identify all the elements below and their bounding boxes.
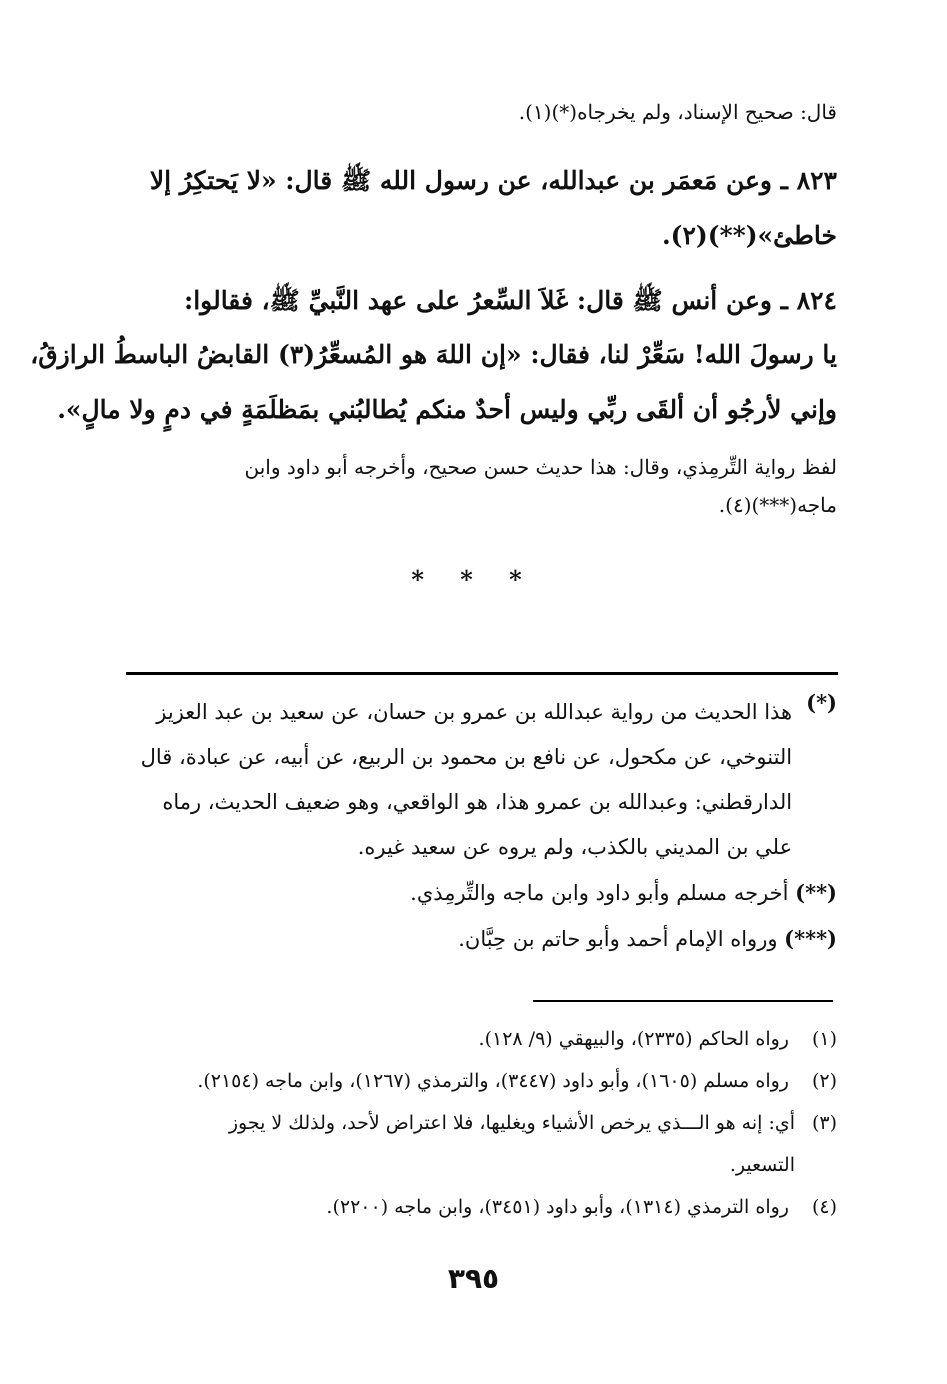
footnote-text: رواه الترمذي (١٣١٤)، وأبو داود (٣٤٥١)، وابن ماجه (٢٢٠٠). (326, 1196, 789, 1218)
editor-note-3 (126, 916, 837, 962)
hadith-823-line-2: خاطئ»(**)(٢). (661, 221, 837, 250)
footnote-4 (126, 1186, 837, 1228)
hadith-824-line-3: وإني لأرجُو أن ألقَى ربِّي وليس أحدٌ منكم يُطالبُني بمَظلَمَةٍ في دمٍ ولا مالٍ». (57, 395, 837, 424)
hadith-824-line-1: ٨٢٤ ـ وعن أنس ﷺ قال: غَلاَ السِّعرُ على عهد النَّبيِّ ﷺ، فقالوا: (183, 286, 837, 315)
hadith-824-note (120, 455, 837, 517)
page-number: ٣٩٥ (447, 1262, 500, 1295)
footnotes-divider (533, 1000, 833, 1002)
editor-note-line: الدارقطني: وعبدالله بن عمرو هذا، هو الواقعي، وهو ضعيف الحديث، رماه (162, 790, 793, 814)
editor-note-line: هذا الحديث من رواية عبدالله بن عمرو بن حسان، عن سعيد بن عبد العزيز (156, 700, 793, 724)
footnote-text: رواه مسلم (١٦٠٥)، وأبو داود (٣٤٤٧)، والترمذي (١٢٦٧)، وابن ماجه (٢١٥٤). (197, 1070, 789, 1092)
editor-note-line: التنوخي، عن مكحول، عن نافع بن محمود بن الربيع، عن أبيه، عن عبادة، قال (140, 745, 793, 769)
footnote-number: (٢) (811, 1070, 837, 1092)
hadith-824-note-line-2: ماجه(***)(٤). (718, 493, 837, 517)
section-separator: * * * (411, 565, 536, 594)
editor-notes (126, 690, 837, 962)
editor-note-marker: (**) (795, 880, 837, 905)
editor-note-line: أخرجه مسلم وأبو داود وابن ماجه والتِّرمِذي. (410, 881, 789, 905)
editor-note-marker: (***) (784, 926, 837, 951)
footnotes (126, 1018, 837, 1228)
hadith-823 (120, 165, 837, 250)
footnote-1 (126, 1018, 837, 1060)
editor-note-line: علي بن المديني بالكذب، ولم يروه عن سعيد غيره. (357, 835, 793, 859)
hadith-824-note-line-1: لفظ رواية التِّرمِذي، وقال: هذا حديث حسن صحيح، وأخرجه أبو داود وابن (244, 455, 837, 479)
hadith-823-line-1: ٨٢٣ ـ وعن مَعمَر بن عبدالله، عن رسول الله ﷺ قال: «لا يَحتكِرُ إلا (149, 166, 837, 195)
editor-note-marker: (*) (806, 690, 837, 715)
footnote-text: التسعير. (729, 1154, 795, 1176)
footnote-text: أي: إنه هو الـــذي يرخص الأشياء ويغليها، فلا اعتراض لأحد، ولذلك لا يجوز (228, 1112, 795, 1134)
footnote-number: (١) (811, 1028, 837, 1050)
editor-note-1 (126, 690, 837, 870)
top-line (120, 100, 837, 124)
hadith-824-line-2: يا رسولَ الله! سَعِّرْ لنا، فقال: «إن اللهَ هو المُسعِّرُ(٣) القابضُ الباسطُ الرازقُ، (30, 340, 837, 369)
footnote-number: (٤) (811, 1196, 837, 1218)
hadith-824 (30, 285, 837, 424)
top-line-text: قال: صحيح الإسناد، ولم يخرجاه(*)(١). (518, 100, 837, 124)
footnote-3 (126, 1102, 837, 1186)
footnote-text: رواه الحاكم (٢٣٣٥)، والبيهقي (٩/ ١٢٨). (478, 1028, 789, 1050)
footnote-2 (126, 1060, 837, 1102)
footnote-number: (٣) (811, 1112, 837, 1134)
notes-divider (126, 672, 838, 675)
editor-note-line: ورواه الإمام أحمد وأبو حاتم بن حِبَّان. (458, 927, 778, 951)
editor-note-2 (126, 870, 837, 916)
